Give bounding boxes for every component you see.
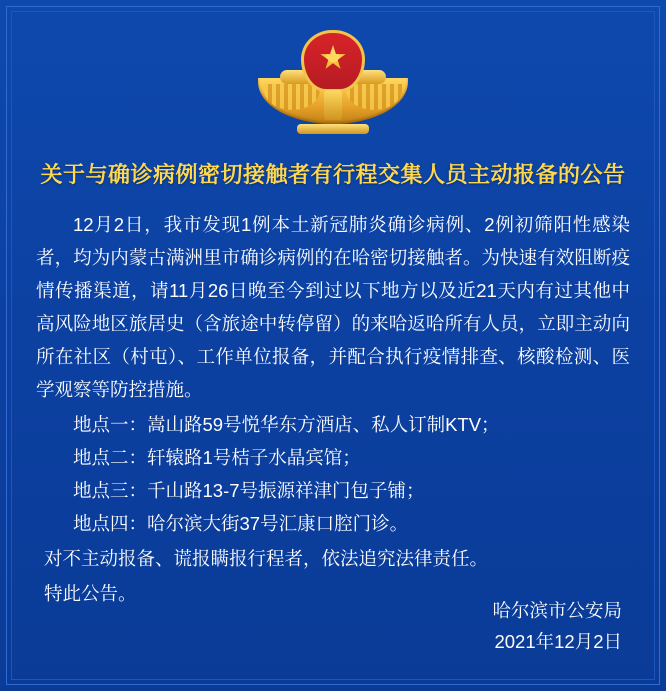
body-paragraph-main: 12月2日，我市发现1例本土新冠肺炎确诊病例、2例初筛阳性感染者，均为内蒙古满洲里市确诊病例的在哈密切接触者。为快速有效阻断疫情传播渠道，请11月26日晚至今到过以下地方以及近21天内有过其他中高风险地区旅居史（含旅途中转停留）的来哈返哈所有人员，立即主动向所在社区（村屯）、工作单位报备，并配合执行疫情排查、核酸检测、医学观察等防控措施。 [36,214,630,400]
police-badge-icon [258,26,408,134]
signature-block [492,595,622,657]
page-title: 关于与确诊病例密切接触者有行程交集人员主动报备的公告 [40,162,626,187]
location-item-3: 地点三：千山路13-7号振源祥津门包子铺； [73,480,425,501]
issue-date: 2021年12月2日 [494,631,622,652]
badge-base-icon [297,124,369,134]
closing-text: 特此公告。 [44,583,137,604]
badge-pillar-icon [324,90,342,120]
issuing-organization: 哈尔滨市公安局 [492,600,622,621]
announcement-body [36,208,630,610]
police-badge-emblem-container [0,24,666,136]
location-item-4: 地点四：哈尔滨大街37号汇康口腔门诊。 [73,513,409,534]
legal-warning-text: 对不主动报备、谎报瞒报行程者，依法追究法律责任。 [44,548,489,569]
location-item-2: 地点二：轩辕路1号桔子水晶宾馆； [73,447,361,468]
location-item-1: 地点一：嵩山路59号悦华东方酒店、私人订制KTV； [73,414,500,435]
badge-shield-icon [301,30,365,92]
